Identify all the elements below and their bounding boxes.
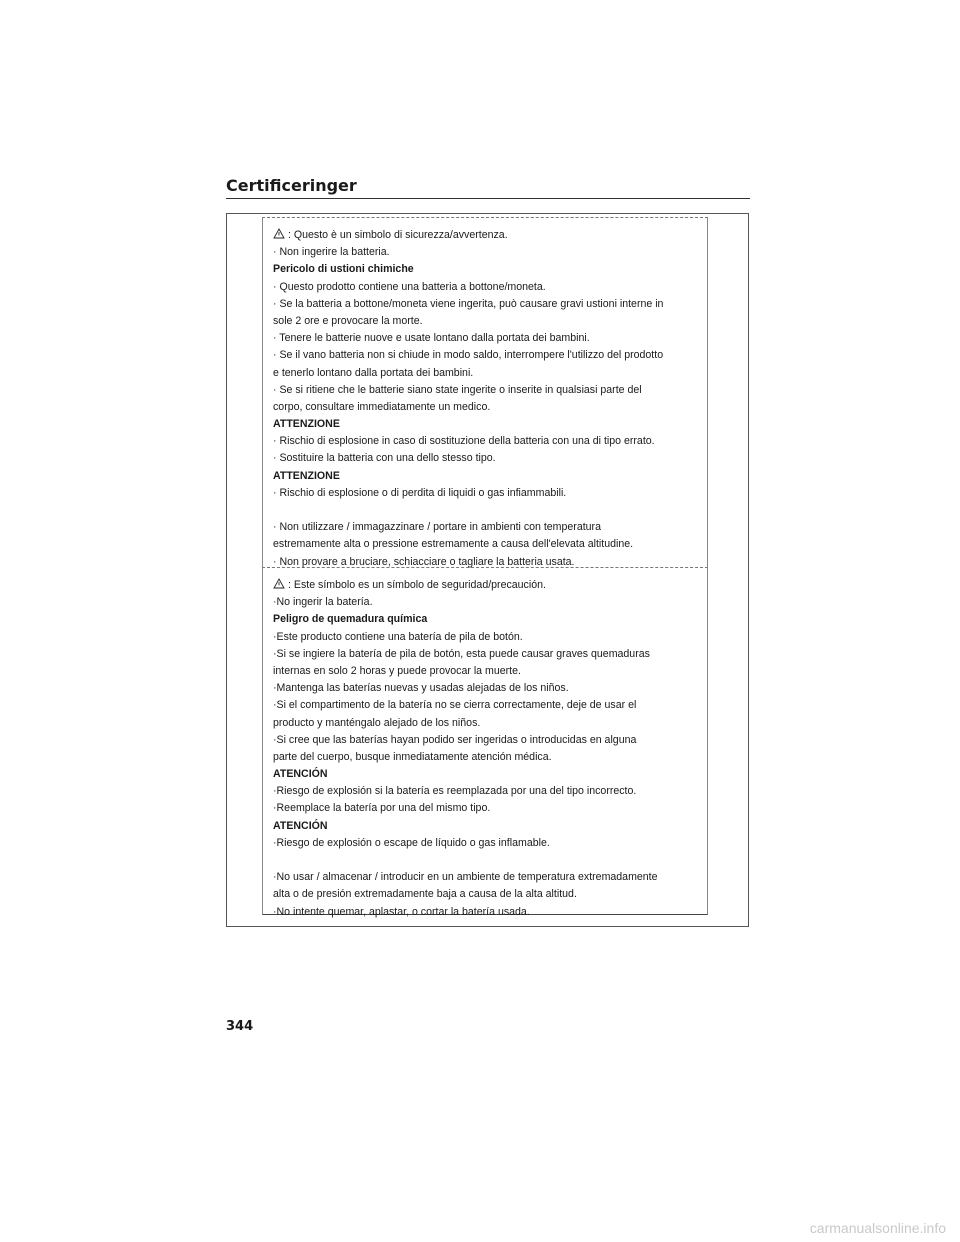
notice-line-text: ·Reemplace la batería por una del mismo tipo. (273, 802, 491, 815)
notice-line-text: ·Este producto contiene una batería de pila de botón. (273, 630, 523, 643)
notice-line-text: ·Riesgo de explosión o escape de líquido o gas inflamable. (273, 836, 550, 849)
notice-line-text: Peligro de quemadura química (273, 613, 428, 626)
notice-line-text: ·No usar / almacenar / introducir en un ambiente de temperatura extremadamente (273, 871, 658, 884)
notice-heading (273, 766, 701, 783)
warning-triangle-icon (273, 578, 285, 589)
notice-line (273, 749, 701, 766)
notice-line-text: · Non ingerire la batteria. (273, 246, 390, 259)
notice-heading (273, 611, 701, 628)
notice-line (273, 485, 701, 502)
notice-line-text: ATTENZIONE (273, 418, 340, 431)
notice-line (273, 646, 701, 663)
notice-line (273, 519, 701, 536)
page-number: 344 (226, 1019, 254, 1034)
notice-line-text: corpo, consultare immediatamente un medico. (273, 400, 491, 413)
notice-line-text: Pericolo di ustioni chimiche (273, 263, 414, 276)
italian-battery-notice (262, 217, 708, 568)
notice-line (273, 365, 701, 382)
notice-line (273, 835, 701, 852)
notice-line-text: ·No ingerir la batería. (273, 596, 373, 609)
section-title: Certificeringer (226, 176, 357, 195)
notice-line-text: parte del cuerpo, busque inmediatamente atención médica. (273, 750, 552, 763)
notice-line (273, 732, 701, 749)
notice-line (273, 886, 701, 903)
notice-heading (273, 416, 701, 433)
notice-line (273, 536, 701, 553)
notice-line-text: : Este símbolo es un símbolo de seguridad/precaución. (288, 579, 546, 591)
notice-heading (273, 261, 701, 278)
notice-line-text: ATTENZIONE (273, 469, 340, 482)
notice-line-text: ·Mantenga las baterías nuevas y usadas alejadas de los niños. (273, 682, 569, 695)
notice-line (273, 680, 701, 697)
notice-line-text: · Questo prodotto contiene una batteria a bottone/moneta. (273, 280, 546, 293)
notice-line-text: · Sostituire la batteria con una dello stesso tipo. (273, 452, 496, 465)
notice-line-text: : Questo è un simbolo di sicurezza/avvertenza. (288, 229, 508, 241)
notice-line (273, 697, 701, 714)
notice-line (273, 330, 701, 347)
notice-line-text: ·No intente quemar, aplastar, o cortar la batería usada. (273, 905, 530, 918)
notice-line (273, 852, 701, 869)
notice-line (273, 715, 701, 732)
notice-line-text: ·Si se ingiere la batería de pila de botón, esta puede causar graves quemaduras (273, 647, 650, 660)
notice-line-text: internas en solo 2 horas y puede provocar la muerte. (273, 664, 521, 677)
notice-line-text: · Tenere le batterie nuove e usate lontano dalla portata dei bambini. (273, 332, 590, 345)
notice-line (273, 502, 701, 519)
notice-line-text: · Rischio di esplosione in caso di sostituzione della batteria con una di tipo errato. (273, 435, 655, 448)
notice-line-text: ·Si el compartimento de la batería no se cierra correctamente, deje de usar el (273, 699, 637, 712)
notice-line-text: · Se si ritiene che le batterie siano state ingerite o inserite in qualsiasi parte del (273, 383, 642, 396)
notice-line (273, 433, 701, 450)
notice-line-text: · Se il vano batteria non si chiude in modo saldo, interrompere l'utilizzo del prodotto (273, 349, 664, 362)
notice-line (273, 313, 701, 330)
notice-line-text: alta o de presión extremadamente baja a causa de la alta altitud. (273, 888, 577, 901)
notice-line (273, 577, 701, 594)
notice-line (273, 450, 701, 467)
notice-line-text: sole 2 ore e provocare la morte. (273, 314, 423, 327)
warning-triangle-icon (273, 228, 285, 239)
notice-line (273, 783, 701, 800)
notice-line-text: · Rischio di esplosione o di perdita di liquidi o gas infiammabili. (273, 486, 567, 499)
notice-line (273, 296, 701, 313)
notice-line (273, 279, 701, 296)
italian-notice-lines (273, 227, 701, 571)
watermark: carmanualsonline.info (809, 1220, 946, 1236)
notice-heading (273, 818, 701, 835)
notice-line-text: · Non provare a bruciare, schiacciare o tagliare la batteria usata. (273, 555, 575, 568)
notice-line-text: producto y manténgalo alejado de los niños. (273, 716, 481, 729)
notice-line (273, 594, 701, 611)
notice-line-text: · Se la batteria a bottone/moneta viene ingerita, può causare gravi ustioni interne in (273, 297, 664, 310)
notice-line (273, 663, 701, 680)
title-rule (226, 198, 750, 199)
notice-line-text: ·Si cree que las baterías hayan podido ser ingeridas o introducidas en alguna (273, 733, 637, 746)
notice-line-text: estremamente alta o pressione estremamente a causa dell'elevata altitudine. (273, 538, 634, 551)
notice-line (273, 244, 701, 261)
notice-line-text: e tenerlo lontano dalla portata dei bambini. (273, 366, 474, 379)
spanish-battery-notice (262, 568, 708, 918)
notice-line (273, 904, 701, 921)
notice-line (273, 382, 701, 399)
notice-line-text: ATENCIÓN (273, 768, 328, 781)
notice-heading (273, 468, 701, 485)
notice-line (273, 347, 701, 364)
notice-line (273, 800, 701, 817)
spanish-notice-lines (273, 577, 701, 921)
notice-line-text: ATENCIÓN (273, 819, 328, 832)
notice-line-text: · Non utilizzare / immagazzinare / portare in ambienti con temperatura (273, 521, 601, 534)
notice-line (273, 227, 701, 244)
notice-line (273, 399, 701, 416)
notice-line (273, 629, 701, 646)
notice-line-text: ·Riesgo de explosión si la batería es reemplazada por una del tipo incorrecto. (273, 785, 637, 798)
notice-line (273, 869, 701, 886)
